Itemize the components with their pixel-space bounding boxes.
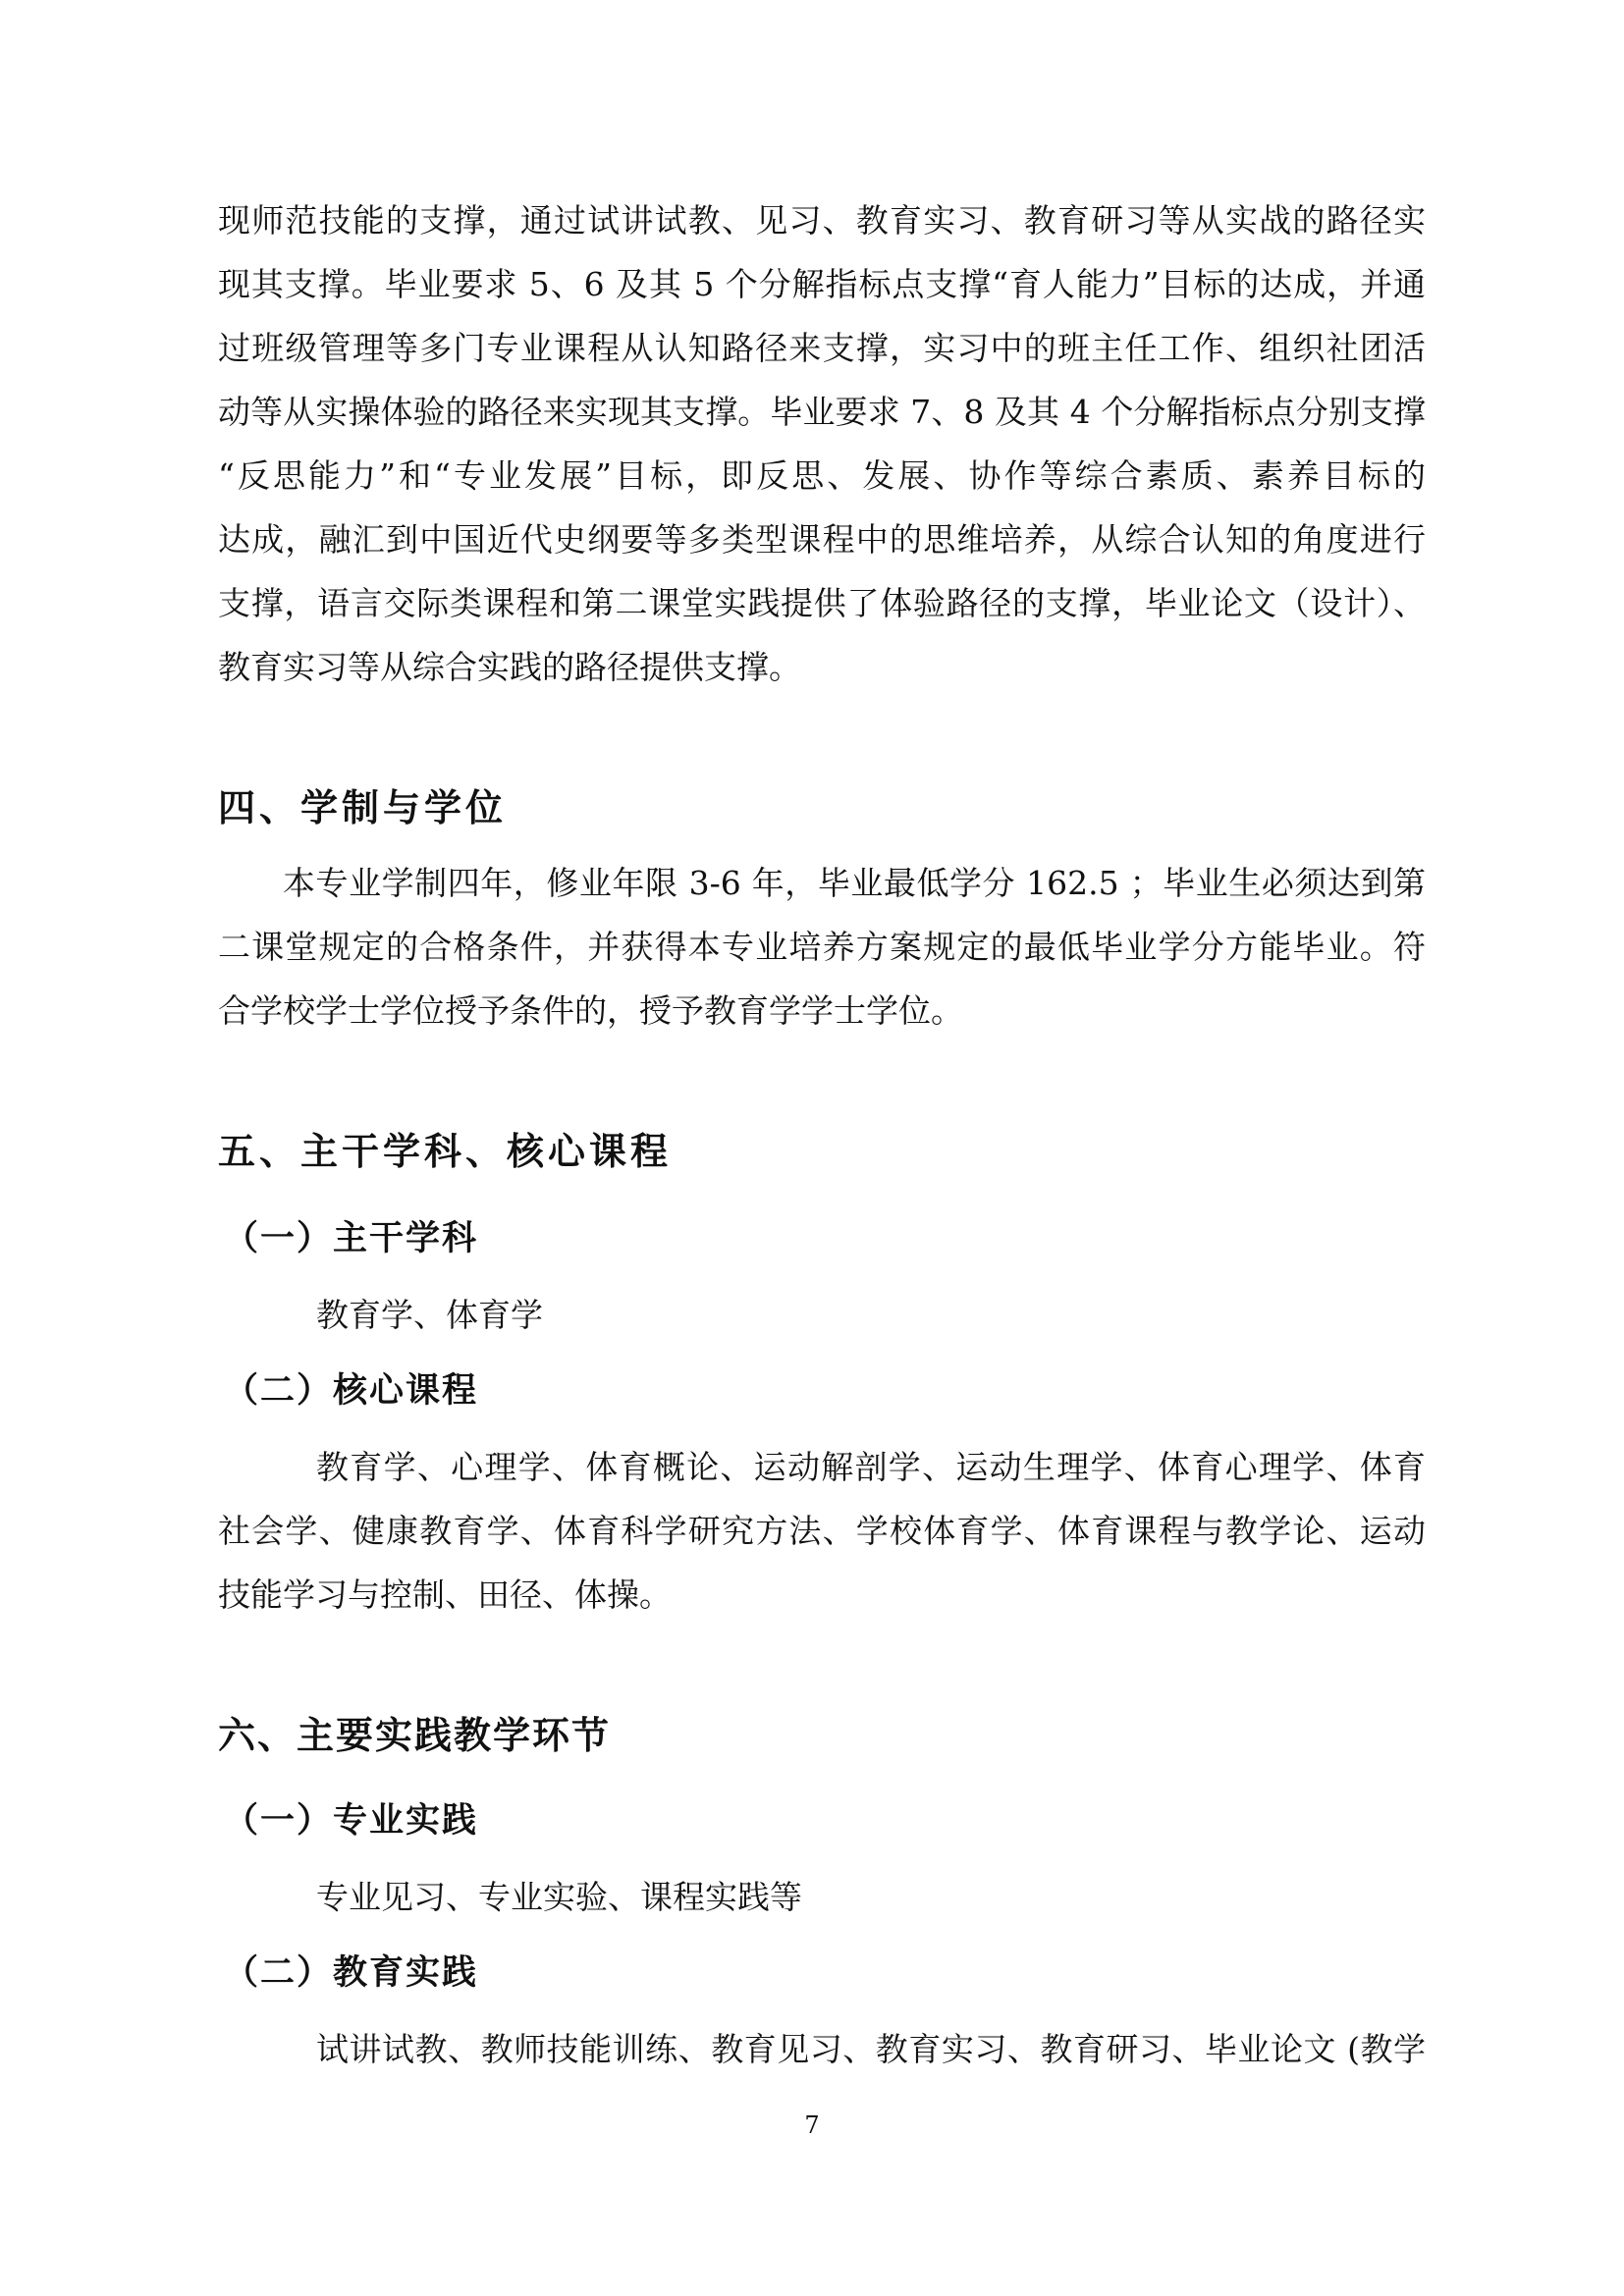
page-number: 7 [804,2111,820,2139]
subsection-heading-education-practice: （二）教育实践 [224,1953,479,1993]
paragraph-line: 现其支撑。毕业要求 5、6 及其 5 个分解指标点支撑“育人能力”目标的达成，并通 [218,265,1426,303]
subsection-heading-major-disciplines: （一）主干学科 [224,1219,479,1258]
professional-practice-text: 专业见习、专业实验、课程实践等 [316,1878,802,1916]
paragraph-line: 技能学习与控制、田径、体操。 [218,1575,672,1614]
paragraph-line: 社会学、健康教育学、体育科学研究方法、学校体育学、体育课程与教学论、运动 [218,1512,1426,1550]
section-heading-5: 五、主干学科、核心课程 [218,1130,673,1173]
paragraph-line: “反思能力”和“专业发展”目标，即反思、发展、协作等综合素质、素养目标的 [218,456,1426,495]
subsection-heading-professional-practice: （一）专业实践 [224,1801,479,1841]
paragraph-line: 过班级管理等多门专业课程从认知路径来支撑，实习中的班主任工作、组织社团活 [218,329,1426,367]
section-heading-6: 六、主要实践教学环节 [218,1714,612,1757]
paragraph-line: 达成，融汇到中国近代史纲要等多类型课程中的思维培养，从综合认知的角度进行 [218,520,1426,559]
education-practice-text: 试讲试教、教师技能训练、教育见习、教育实习、教育研习、毕业论文 (教学 [316,2030,1426,2068]
section-heading-4: 四、学制与学位 [218,786,508,829]
paragraph-line: 支撑，语言交际类课程和第二课堂实践提供了体验路径的支撑，毕业论文（设计）、 [218,584,1426,622]
paragraph-line: 教育实习等从综合实践的路径提供支撑。 [218,648,801,686]
subsection-heading-core-courses: （二）核心课程 [224,1371,479,1411]
paragraph-line: 合学校学士学位授予条件的，授予教育学学士学位。 [218,991,963,1030]
paragraph-line: 教育学、心理学、体育概论、运动解剖学、运动生理学、体育心理学、体育 [316,1448,1426,1486]
paragraph-line: 本专业学制四年，修业年限 3-6 年，毕业最低学分 162.5 ；毕业生必须达到第 [283,864,1426,902]
paragraph-line: 二课堂规定的合格条件，并获得本专业培养方案规定的最低毕业学分方能毕业。符 [218,928,1426,966]
paragraph-line: 现师范技能的支撑，通过试讲试教、见习、教育实习、教育研习等从实战的路径实 [218,201,1426,240]
major-disciplines-text: 教育学、体育学 [316,1296,543,1334]
paragraph-line: 动等从实操体验的路径来实现其支撑。毕业要求 7、8 及其 4 个分解指标点分别支撑 [218,393,1426,431]
